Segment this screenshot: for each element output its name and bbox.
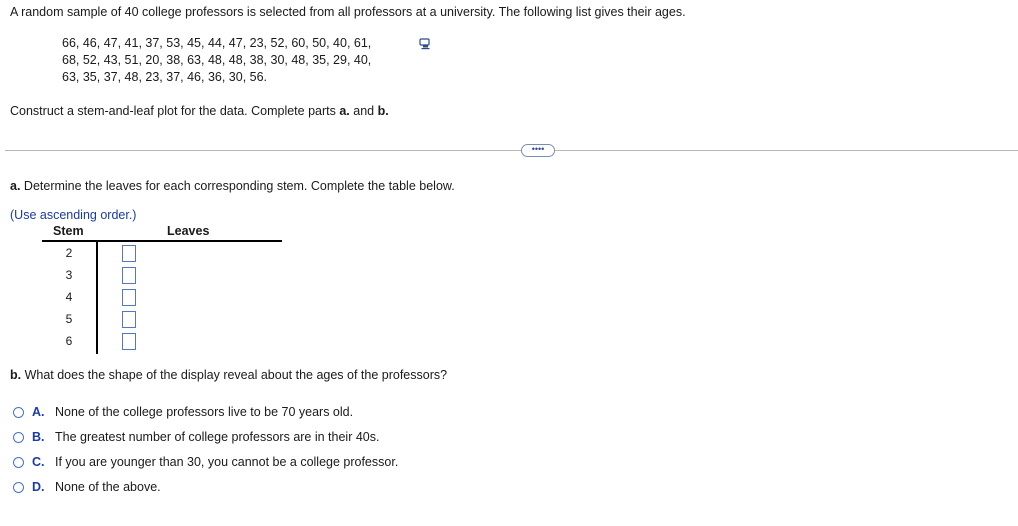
choice-text: None of the above. bbox=[55, 480, 161, 494]
choice-text: The greatest number of college professors are in their 40s. bbox=[55, 430, 380, 444]
stem-value: 3 bbox=[65, 268, 73, 282]
data-list bbox=[62, 35, 371, 86]
section-divider bbox=[5, 150, 1018, 151]
radio-button[interactable] bbox=[13, 407, 24, 418]
choice-b[interactable] bbox=[13, 429, 379, 445]
leaves-input-stem-4[interactable] bbox=[122, 289, 136, 306]
choice-letter: D. bbox=[32, 480, 45, 494]
leaves-input-stem-3[interactable] bbox=[122, 267, 136, 284]
data-line: 63, 35, 37, 48, 23, 37, 46, 36, 30, 56. bbox=[62, 70, 268, 84]
leaves-column-header: Leaves bbox=[167, 224, 210, 238]
choice-letter: C. bbox=[32, 455, 45, 469]
choice-letter: B. bbox=[32, 430, 45, 444]
ascending-order-hint: (Use ascending order.) bbox=[10, 208, 137, 222]
copy-data-icon[interactable] bbox=[419, 38, 431, 50]
more-options-button[interactable]: •••• bbox=[521, 144, 555, 157]
stem-value: 2 bbox=[65, 246, 73, 260]
choice-text: If you are younger than 30, you cannot be a college professor. bbox=[55, 455, 399, 469]
radio-button[interactable] bbox=[13, 457, 24, 468]
stem-column-header: Stem bbox=[53, 224, 84, 238]
choice-text: None of the college professors live to be 70 years old. bbox=[55, 405, 354, 419]
radio-button[interactable] bbox=[13, 432, 24, 443]
leaves-input-stem-6[interactable] bbox=[122, 333, 136, 350]
stem-value: 4 bbox=[65, 290, 73, 304]
table-vertical-rule bbox=[96, 242, 98, 354]
leaves-input-stem-2[interactable] bbox=[122, 245, 136, 262]
leaves-input-stem-5[interactable] bbox=[122, 311, 136, 328]
choice-c[interactable] bbox=[13, 454, 398, 470]
choice-a[interactable] bbox=[13, 404, 353, 420]
instruction-text: Construct a stem-and-leaf plot for the data. Complete parts a. and b. bbox=[10, 104, 389, 118]
part-b-prompt: b. What does the shape of the display reveal about the ages of the professors? bbox=[10, 368, 448, 382]
data-line: 68, 52, 43, 51, 20, 38, 63, 48, 48, 38, 30, 48, 35, 29, 40, bbox=[62, 53, 372, 67]
part-a-prompt: a. Determine the leaves for each corresponding stem. Complete the table below. bbox=[10, 179, 455, 193]
choice-d[interactable] bbox=[13, 479, 161, 495]
data-line: 66, 46, 47, 41, 37, 53, 45, 44, 47, 23, 52, 60, 50, 40, 61, bbox=[62, 36, 372, 50]
question-intro: A random sample of 40 college professors is selected from all professors at a university. The following list gives their ages. bbox=[10, 5, 686, 19]
stem-value: 6 bbox=[65, 334, 73, 348]
stem-value: 5 bbox=[65, 312, 73, 326]
radio-button[interactable] bbox=[13, 482, 24, 493]
table-header-rule bbox=[42, 240, 282, 242]
choice-letter: A. bbox=[32, 405, 45, 419]
